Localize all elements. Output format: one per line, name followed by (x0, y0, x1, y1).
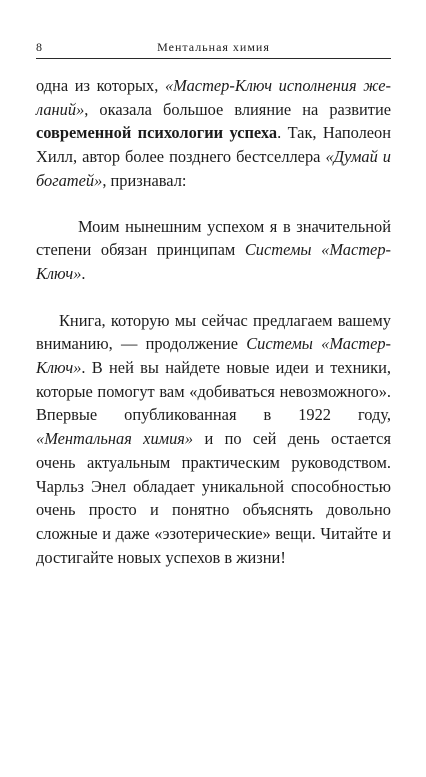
main-book-title-mental-chemistry: «Ментальная химия» (36, 429, 194, 449)
main-paragraph (36, 309, 391, 570)
intro-text-2: , оказала большое влияние на развитие (84, 99, 391, 119)
book-title-master-key-wishes: «Мастер-Ключ исполнения желаний» (36, 76, 391, 119)
bold-phrase-success-psychology: современной психологии успеха (36, 123, 278, 143)
intro-text-4: , признавал: (102, 170, 187, 190)
main-text-2: . В ней вы найдете новые идеи и техники, которые помогут вам «добиваться невозможного». Впервые опубликованная в 1922 году, (36, 358, 391, 425)
quote-book-title: Системы «Мастер-Ключ» (36, 240, 391, 283)
intro-text-3: . Так, Наполеон Хилл, автор более позднего бестселлера (36, 123, 391, 167)
quote-text-1: Моим нынешним успехом я в значительной степени обязан принципам (36, 216, 391, 260)
intro-text-1: одна из которых, (36, 76, 165, 95)
quote-paragraph (36, 215, 391, 286)
main-text-3: и по сей день остается очень актуальным практическим руководством. Чарльз Энел обладает уникальной способностью очень просто и понятно объяснять довольно сложные и даже «эзотерические» вещи. Читайте и достигайте новых успехов в жизни! (36, 429, 391, 567)
running-title: Ментальная химия (157, 40, 270, 54)
quote-text-2: . (81, 263, 86, 283)
book-title-think-and-grow-rich: «Думай и богатей» (36, 147, 391, 190)
main-text-1: Книга, которую мы сейчас предлагаем вашему вниманию, — продолжение (36, 310, 391, 354)
page-body (36, 74, 391, 569)
intro-paragraph (36, 74, 391, 193)
header-rule (36, 58, 391, 59)
running-header (36, 38, 391, 58)
main-book-title-master-key: Системы «Мастер-Ключ» (36, 334, 391, 378)
page-number: 8 (36, 40, 43, 54)
